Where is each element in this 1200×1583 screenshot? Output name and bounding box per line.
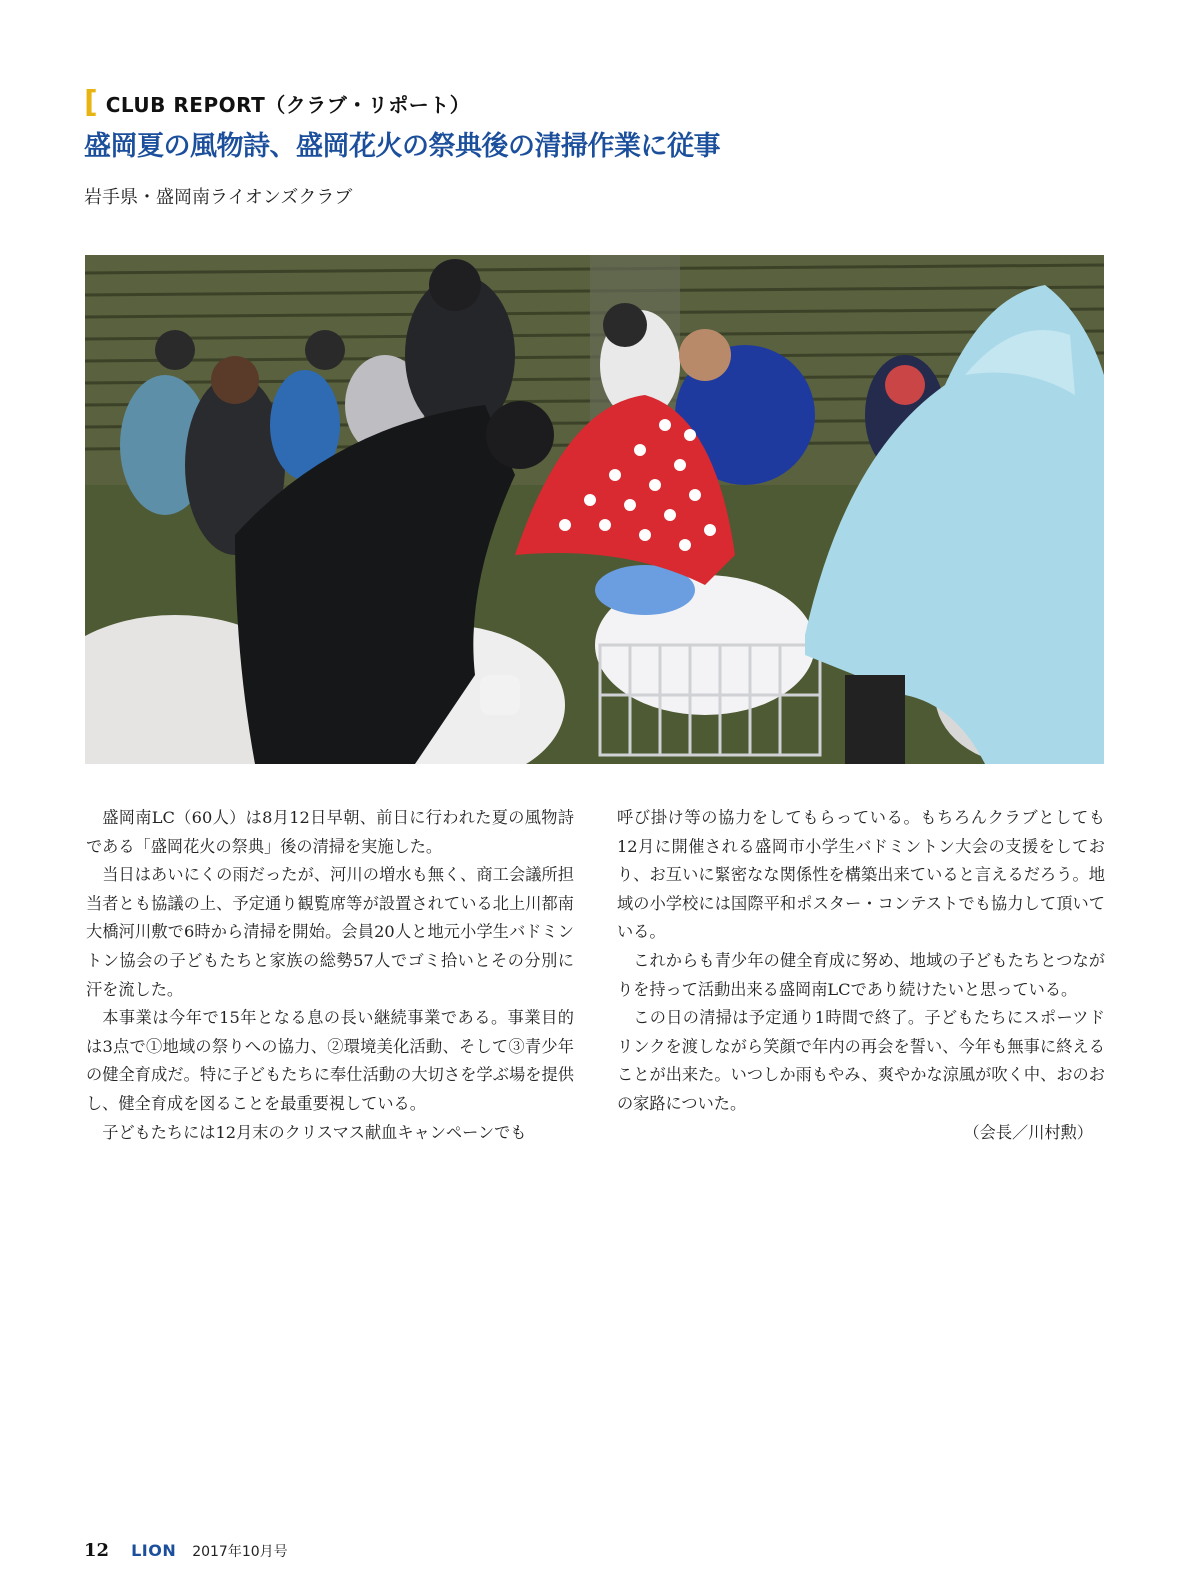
article-paragraph-continuation: 呼び掛け等の協力をしてもらっている。もちろんクラブとしても12月に開催される盛岡市小学生バドミントン大会の支援をしており、お互いに緊密なな関係性を構築出来ていると言えるだろう。地域の小学校には国際平和ポスター・コンテストでも協力して頂いている。 <box>617 808 1105 942</box>
yellow-bracket-icon: [ <box>84 85 98 120</box>
section-label <box>84 85 471 120</box>
article-column-right <box>617 804 1105 1147</box>
page-footer <box>84 1540 288 1564</box>
article-photo <box>85 255 1104 764</box>
article-signature: （会長／川村勲） <box>963 1122 1093 1142</box>
article-headline: 盛岡夏の風物詩、盛岡花火の祭典後の清掃作業に従事 <box>84 131 720 162</box>
magazine-name: LION <box>131 1541 177 1560</box>
article-paragraph: 子どもたちには12月末のクリスマス献血キャンペーンでも <box>102 1122 527 1142</box>
article-column-left <box>86 804 574 1147</box>
page-number: 12 <box>84 1540 110 1561</box>
article-paragraph: これからも青少年の健全育成に努め、地域の子どもたちとつながりを持って活動出来る盛岡南LCであり続けたいと思っている。 <box>617 950 1105 999</box>
article-paragraph: 本事業は今年で15年となる息の長い継続事業である。事業目的は3点で①地域の祭りへの協力、②環境美化活動、そして③青少年の健全育成だ。特に子どもたちに奉仕活動の大切さを学ぶ場を提供し、健全育成を図ることを最重要視している。 <box>86 1008 574 1113</box>
article-paragraph: この日の清掃は予定通り1時間で終了。子どもたちにスポーツドリンクを渡しながら笑顔で年内の再会を誓い、今年も無事に終えることが出来た。いつしか雨もやみ、爽やかな涼風が吹く中、おのおの家路についた。 <box>617 1008 1105 1113</box>
club-name: 岩手県・盛岡南ライオンズクラブ <box>84 187 353 208</box>
article-paragraph: 当日はあいにくの雨だったが、河川の増水も無く、商工会議所担当者とも協議の上、予定通り観覧席等が設置されている北上川都南大橋河川敷で6時から清掃を開始。会員20人と地元小学生バドミントン協会の子どもたちと家族の総勢57人でゴミ拾いとその分別に汗を流した。 <box>86 865 574 999</box>
issue-date: 2017年10月号 <box>192 1544 288 1560</box>
section-label-text: CLUB REPORT（クラブ・リポート） <box>105 92 471 117</box>
article-paragraph: 盛岡南LC（60人）は8月12日早朝、前日に行われた夏の風物詩である「盛岡花火の祭典」後の清掃を実施した。 <box>86 808 574 856</box>
